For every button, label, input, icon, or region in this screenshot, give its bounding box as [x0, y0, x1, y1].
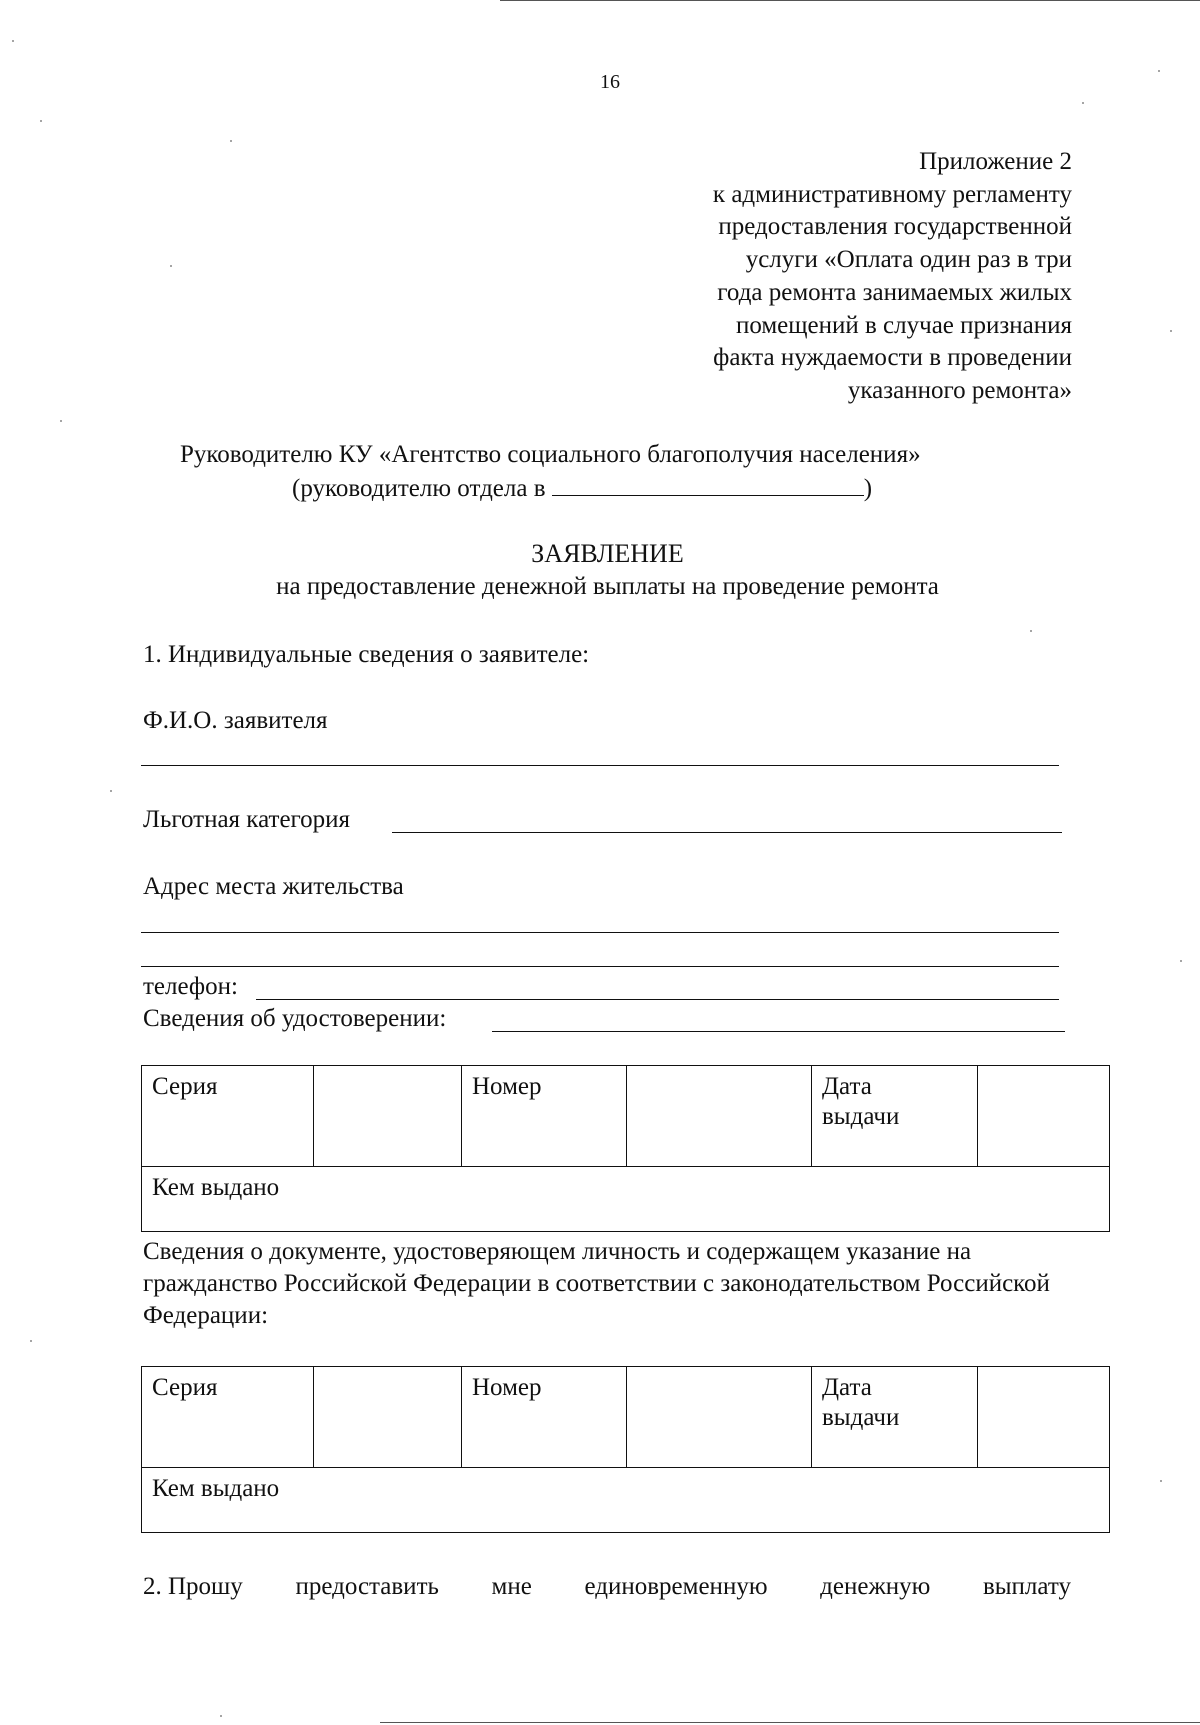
scan-speck	[60, 420, 62, 422]
date-value-cell[interactable]	[978, 1367, 1110, 1468]
annex-line: предоставления государственной	[718, 213, 1072, 241]
date-label: выдачи	[822, 1404, 900, 1431]
section1-heading: 1. Индивидуальные сведения о заявителе:	[143, 641, 590, 668]
series-value-cell[interactable]	[314, 1367, 462, 1468]
section2-request-line	[143, 1572, 1071, 1602]
category-blank-field[interactable]	[392, 832, 1062, 833]
category-label: Льготная категория	[143, 806, 351, 833]
department-blank-field[interactable]	[552, 473, 864, 496]
addressee-department-line	[292, 473, 872, 504]
date-label: Дата	[822, 1374, 872, 1401]
request-word: мне	[491, 1573, 532, 1600]
annex-line: указанного ремонта»	[847, 376, 1072, 404]
date-label-cell	[812, 1066, 978, 1167]
scan-speck	[30, 1340, 32, 1342]
certificate-blank-field[interactable]	[492, 1031, 1065, 1032]
request-word: единовременную	[584, 1573, 768, 1600]
request-word: выплату	[982, 1573, 1071, 1600]
addressee-line: Руководителю КУ «Агентство социального благополучия населения»	[180, 441, 921, 468]
date-value-cell[interactable]	[978, 1066, 1110, 1167]
number-label: Номер	[472, 1374, 542, 1401]
request-word: 2. Прошу	[143, 1573, 243, 1600]
scan-speck	[230, 140, 232, 142]
identity-document-text: Сведения о документе, удостоверяющем личность и содержащем указание на гражданство Российской Федерации в соответствии с законодательством Российской Федерации:	[143, 1238, 1050, 1329]
annex-line: года ремонта занимаемых жилых	[717, 278, 1072, 306]
scan-speck	[1160, 1480, 1162, 1482]
number-label: Номер	[472, 1073, 542, 1100]
date-label-cell	[812, 1367, 978, 1468]
page-number: 16	[600, 71, 620, 93]
issued-by-cell[interactable]	[142, 1468, 1110, 1533]
annex-line: Приложение 2	[919, 148, 1072, 175]
scan-speck	[1180, 960, 1182, 962]
scan-top-edge-line	[500, 0, 1200, 1]
number-value-cell[interactable]	[627, 1066, 812, 1167]
number-label-cell	[462, 1367, 627, 1468]
scan-speck	[1158, 70, 1160, 72]
date-label: Дата	[822, 1073, 872, 1100]
annex-line: услуги «Оплата один раз в три	[745, 246, 1072, 274]
certificate-label: Сведения об удостоверении:	[143, 1005, 447, 1032]
series-label-cell	[142, 1066, 314, 1167]
issued-by-label: Кем выдано	[152, 1475, 280, 1502]
scan-speck	[1170, 330, 1172, 332]
request-word: денежную	[820, 1573, 931, 1600]
document-title: ЗАЯВЛЕНИЕ	[531, 539, 684, 568]
fio-blank-field[interactable]	[141, 765, 1059, 766]
scan-speck	[40, 120, 42, 122]
scan-bottom-edge-line	[380, 1722, 1200, 1723]
address-blank-field-2[interactable]	[141, 966, 1059, 967]
number-value-cell[interactable]	[627, 1367, 812, 1468]
addressee-department-prefix: (руководителю отдела в	[292, 475, 546, 502]
fio-label: Ф.И.О. заявителя	[143, 707, 328, 734]
annex-line: к административному регламенту	[712, 180, 1072, 208]
issued-by-cell[interactable]	[142, 1167, 1110, 1232]
document-subtitle: на предоставление денежной выплаты на проведение ремонта	[276, 573, 939, 600]
identity-document-table	[141, 1366, 1110, 1533]
address-blank-field-1[interactable]	[141, 932, 1059, 933]
series-label: Серия	[152, 1374, 218, 1401]
annex-line: помещений в случае признания	[735, 311, 1072, 339]
address-label: Адрес места жительства	[143, 873, 404, 900]
addressee-department-suffix: )	[863, 475, 873, 502]
series-label: Серия	[152, 1073, 218, 1100]
series-label-cell	[142, 1367, 314, 1468]
certificate-table	[141, 1065, 1110, 1232]
scan-speck	[1030, 630, 1032, 632]
phone-label: телефон:	[143, 973, 238, 1000]
scan-speck	[170, 265, 172, 267]
issued-by-label: Кем выдано	[152, 1174, 280, 1201]
scan-speck	[1082, 102, 1084, 104]
date-label: выдачи	[822, 1103, 900, 1130]
number-label-cell	[462, 1066, 627, 1167]
scan-speck	[220, 1715, 222, 1717]
annex-line: факта нуждаемости в проведении	[713, 344, 1072, 372]
series-value-cell[interactable]	[314, 1066, 462, 1167]
phone-blank-field[interactable]	[256, 999, 1059, 1000]
scan-speck	[12, 40, 14, 42]
request-word: предоставить	[295, 1573, 439, 1600]
scan-speck	[110, 790, 112, 792]
annex-block	[612, 146, 1072, 408]
